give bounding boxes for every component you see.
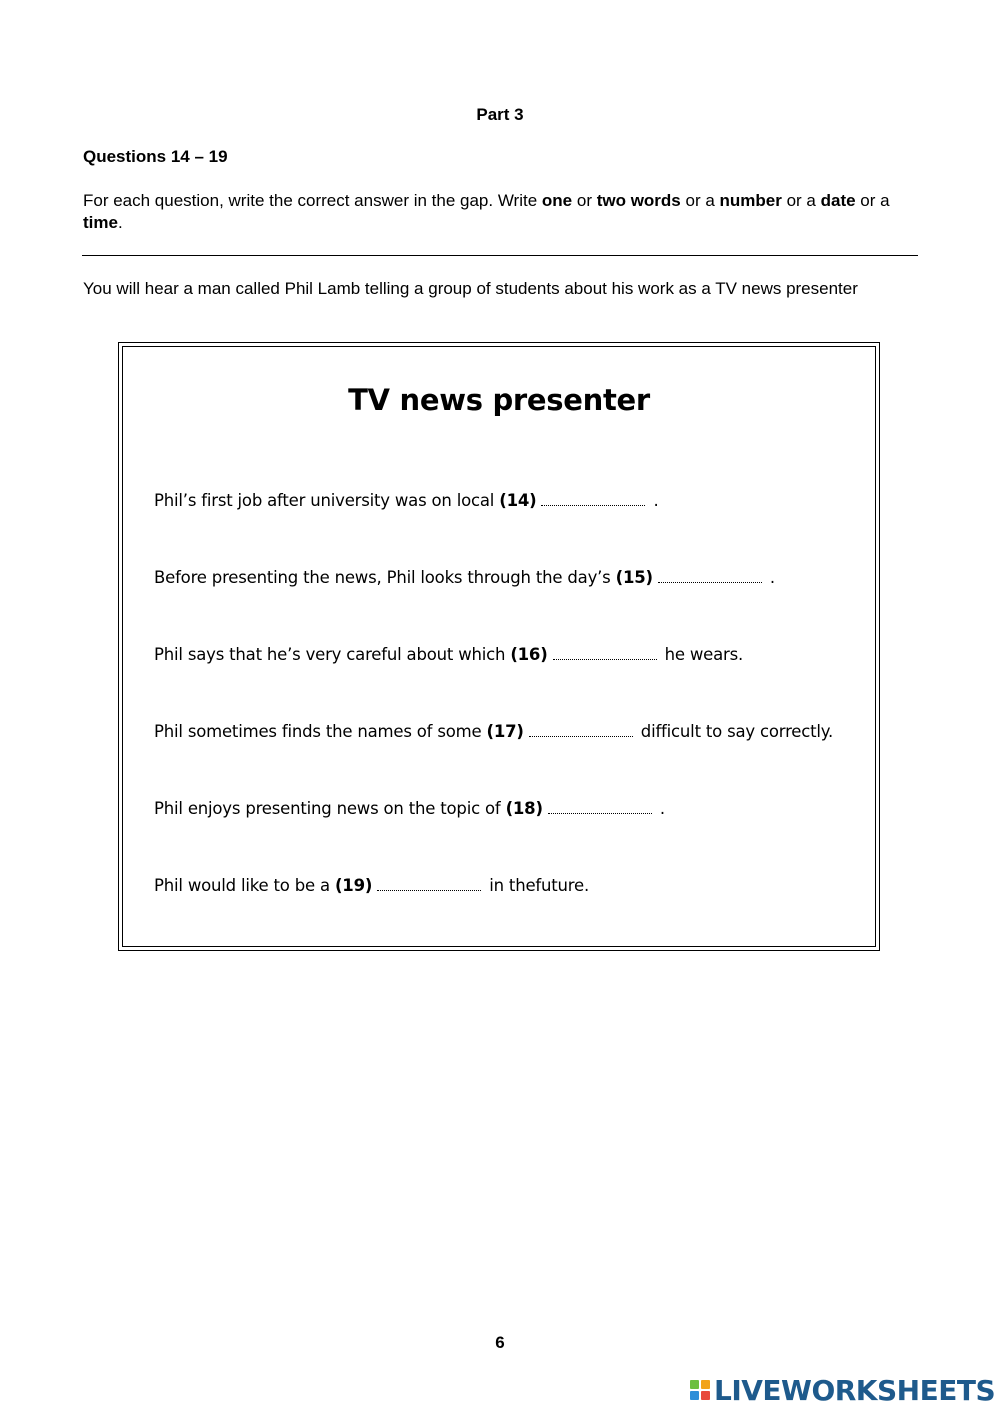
note-completion-box — [118, 342, 880, 951]
item-text-after: he wears. — [659, 645, 744, 664]
logo-square — [701, 1391, 710, 1400]
gap-fill-item — [154, 799, 665, 818]
answer-gap[interactable] — [658, 570, 762, 583]
gap-fill-item — [154, 568, 775, 587]
gap-fill-item — [154, 722, 833, 741]
instruction-run: or a — [781, 191, 821, 210]
instruction-run: one — [541, 191, 573, 210]
logo-square — [690, 1380, 699, 1389]
item-text-before: Before presenting the news, Phil looks through the day’s — [154, 568, 616, 587]
instruction-run: number — [719, 191, 782, 210]
answer-gap[interactable] — [553, 647, 657, 660]
divider-line — [82, 255, 918, 256]
answer-gap[interactable] — [377, 878, 481, 891]
instruction-run: date — [820, 191, 856, 210]
questions-range: Questions 14 – 19 — [83, 147, 228, 166]
question-number: (18) — [505, 799, 543, 818]
question-number: (16) — [510, 645, 548, 664]
instruction-run: two words — [596, 191, 681, 210]
instruction-run: For each question, write the correct answer in the gap. Write — [83, 191, 542, 210]
instruction-run: or a — [680, 191, 720, 210]
instruction-run: . — [117, 213, 123, 232]
liveworksheets-logo-icon — [690, 1380, 710, 1400]
item-text-after: difficult to say correctly. — [635, 722, 834, 741]
item-text-after: . — [648, 491, 659, 510]
question-number: (17) — [486, 722, 524, 741]
answer-gap[interactable] — [541, 493, 645, 506]
page-number: 6 — [495, 1333, 505, 1352]
item-text-after: in thefuture. — [484, 876, 590, 895]
note-completion-box-inner-border — [122, 346, 876, 947]
box-title: TV news presenter — [348, 383, 650, 417]
item-text-after: . — [764, 568, 775, 587]
instruction-run: time — [83, 213, 118, 232]
instruction-run: or a — [855, 191, 890, 210]
logo-square — [701, 1380, 710, 1389]
logo-text: LIVEWORKSHEETS — [714, 1373, 996, 1407]
answer-gap[interactable] — [548, 801, 652, 814]
item-text-before: Phil says that he’s very careful about which — [154, 645, 511, 664]
part-title: Part 3 — [476, 105, 524, 124]
item-text-before: Phil enjoys presenting news on the topic of — [154, 799, 506, 818]
item-text-before: Phil’s first job after university was on local — [154, 491, 500, 510]
question-number: (15) — [615, 568, 653, 587]
listening-context: You will hear a man called Phil Lamb telling a group of students about his work as a TV news presenter — [83, 279, 858, 298]
question-number: (19) — [334, 876, 373, 895]
item-text-after: . — [654, 799, 665, 818]
item-text-before: Phil would like to be a — [154, 876, 335, 895]
gap-fill-item — [154, 491, 659, 510]
instruction-run: or — [572, 191, 597, 210]
gap-fill-item — [154, 645, 743, 664]
logo-square — [690, 1391, 699, 1400]
answer-gap[interactable] — [529, 724, 633, 737]
liveworksheets-logo — [690, 1374, 995, 1406]
question-number: (14) — [499, 491, 537, 510]
item-text-before: Phil sometimes finds the names of some — [154, 722, 487, 741]
instructions — [83, 190, 903, 234]
gap-fill-item — [154, 876, 589, 895]
